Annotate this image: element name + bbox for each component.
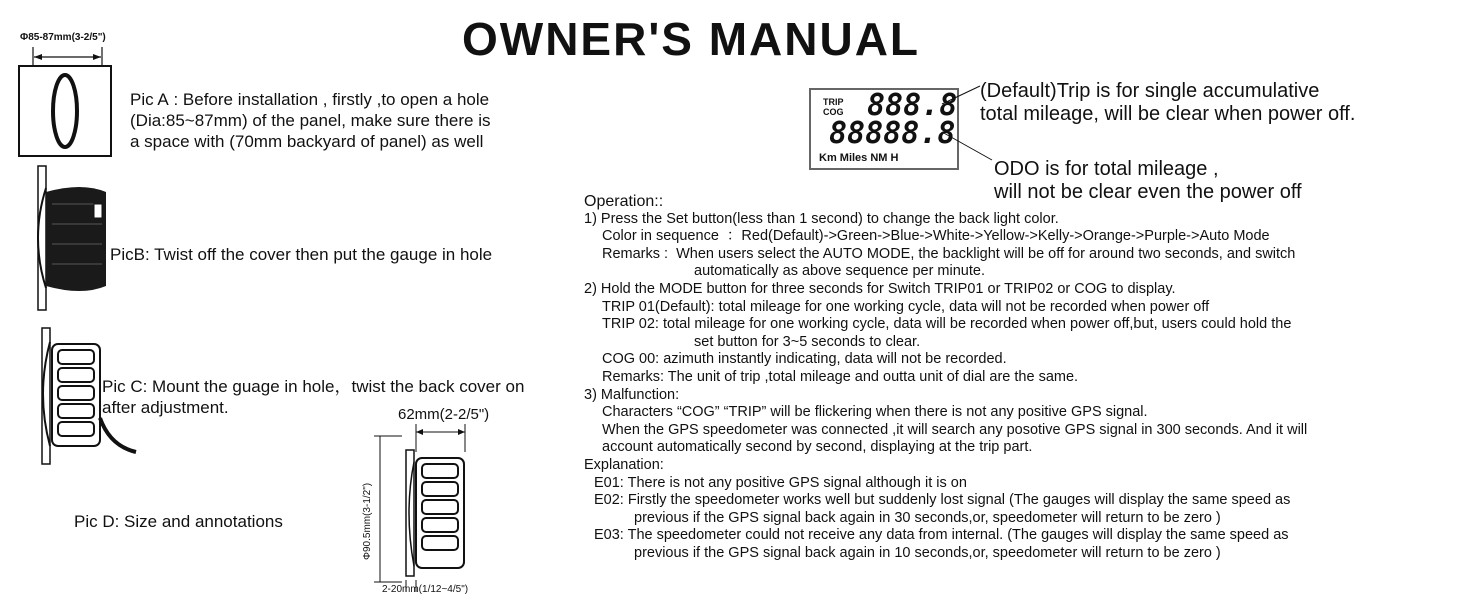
pic-a-line: a space with (70mm backyard of panel) as well	[130, 132, 484, 151]
lcd-trip-digits: 888.8	[867, 88, 958, 123]
operation-line: account automatically second by second, displaying at the trip part.	[602, 439, 1033, 456]
pic-a-panel-hole-diagram	[16, 42, 116, 162]
operation-line: When the GPS speedometer was connected ,it will search any posotive GPS signal in 300 seconds. And it will	[602, 421, 1308, 438]
pic-d-depth-label: 2-20mm(1/12~4/5")	[382, 584, 469, 595]
lcd-default-note	[980, 80, 1355, 126]
operation-line: Color in sequence ：Red(Default)->Green->Blue->White->Yellow->Kelly->Orange->Purple->Auto Mode	[602, 228, 1270, 245]
operation-line: COG 00: azimuth instantly indicating, data will not be recorded.	[602, 351, 1007, 368]
lcd-note-line: (Default)Trip is for single accumulative	[980, 80, 1320, 102]
operation-line: TRIP 01(Default): total mileage for one working cycle, data will not be recorded when power off	[602, 298, 1210, 315]
pic-c-line: after adjustment.	[102, 398, 229, 417]
lcd-note-line: ODO is for total mileage ,	[994, 158, 1219, 180]
operation-section	[584, 193, 1307, 562]
page-title: OWNER'S MANUAL	[462, 13, 921, 65]
operation-line: 1) Press the Set button(less than 1 second) to change the back light color.	[584, 210, 1059, 227]
pic-a-line: Pic A : Before installation , firstly ,to open a hole	[130, 90, 490, 109]
operation-line: E01: There is not any positive GPS signal although it is on	[594, 474, 967, 491]
pic-a-instructions	[130, 89, 490, 152]
lcd-note-line: will not be clear even the power off	[994, 181, 1302, 203]
pic-b-gauge-side-diagram	[22, 164, 122, 314]
pic-b-instruction: PicB: Twist off the cover then put the gauge in hole	[110, 245, 493, 264]
operation-line: 2) Hold the MODE button for three seconds for Switch TRIP01 or TRIP02 or COG to display.	[584, 280, 1176, 297]
pic-d-width-label: 62mm(2-2/5")	[398, 406, 490, 423]
operation-line: E02: Firstly the speedometer works well but suddenly lost signal (The gauges will display the same speed as	[594, 492, 1291, 509]
operation-line: Characters “COG” “TRIP” will be flickering when there is not any positive GPS signal.	[602, 404, 1148, 421]
pic-a-line: (Dia:85~87mm) of the panel, make sure there is	[130, 111, 491, 130]
pic-d-height-label: Φ90.5mm(3-1/2")	[362, 482, 373, 560]
operation-line: TRIP 02: total mileage for one working cycle, data will be recorded when power off,but, users could hold the	[602, 316, 1292, 333]
pic-d-caption: Pic D: Size and annotations	[74, 512, 283, 531]
lcd-note-line: total mileage, will be clear when power off.	[980, 103, 1356, 125]
pic-c-line: Pic C: Mount the guage in hole，twist the back cover on	[102, 377, 525, 396]
lcd-odo-digits: 88888.8	[829, 116, 956, 151]
lcd-units: Km Miles NM H	[819, 152, 899, 164]
operation-line: previous if the GPS signal back again in 30 seconds,or, speedometer will return to be zero )	[634, 509, 1221, 526]
operation-line: 3) Malfunction:	[584, 386, 680, 403]
pic-a-dim-label: Φ85-87mm(3-2/5")	[20, 32, 106, 43]
operation-line: Remarks : When users select the AUTO MODE, the backlight will be off for around two seconds, and switch	[602, 245, 1296, 262]
operation-line: E03: The speedometer could not receive any data from internal. (The gauges will display the same speed as	[594, 527, 1289, 544]
operation-line: Remarks: The unit of trip ,total mileage and outta unit of dial are the same.	[602, 368, 1079, 385]
operation-line: Explanation:	[584, 456, 664, 473]
lcd-cog-label: COG	[823, 107, 844, 117]
operation-line: automatically as above sequence per minute.	[694, 263, 985, 280]
lcd-display	[809, 88, 959, 170]
operation-line: set button for 3~5 seconds to clear.	[694, 333, 921, 350]
lcd-trip-label: TRIP	[823, 97, 844, 107]
operation-line: previous if the GPS signal back again in 10 seconds,or, speedometer will return to be zero )	[634, 544, 1221, 561]
operation-heading: Operation::	[584, 193, 664, 210]
